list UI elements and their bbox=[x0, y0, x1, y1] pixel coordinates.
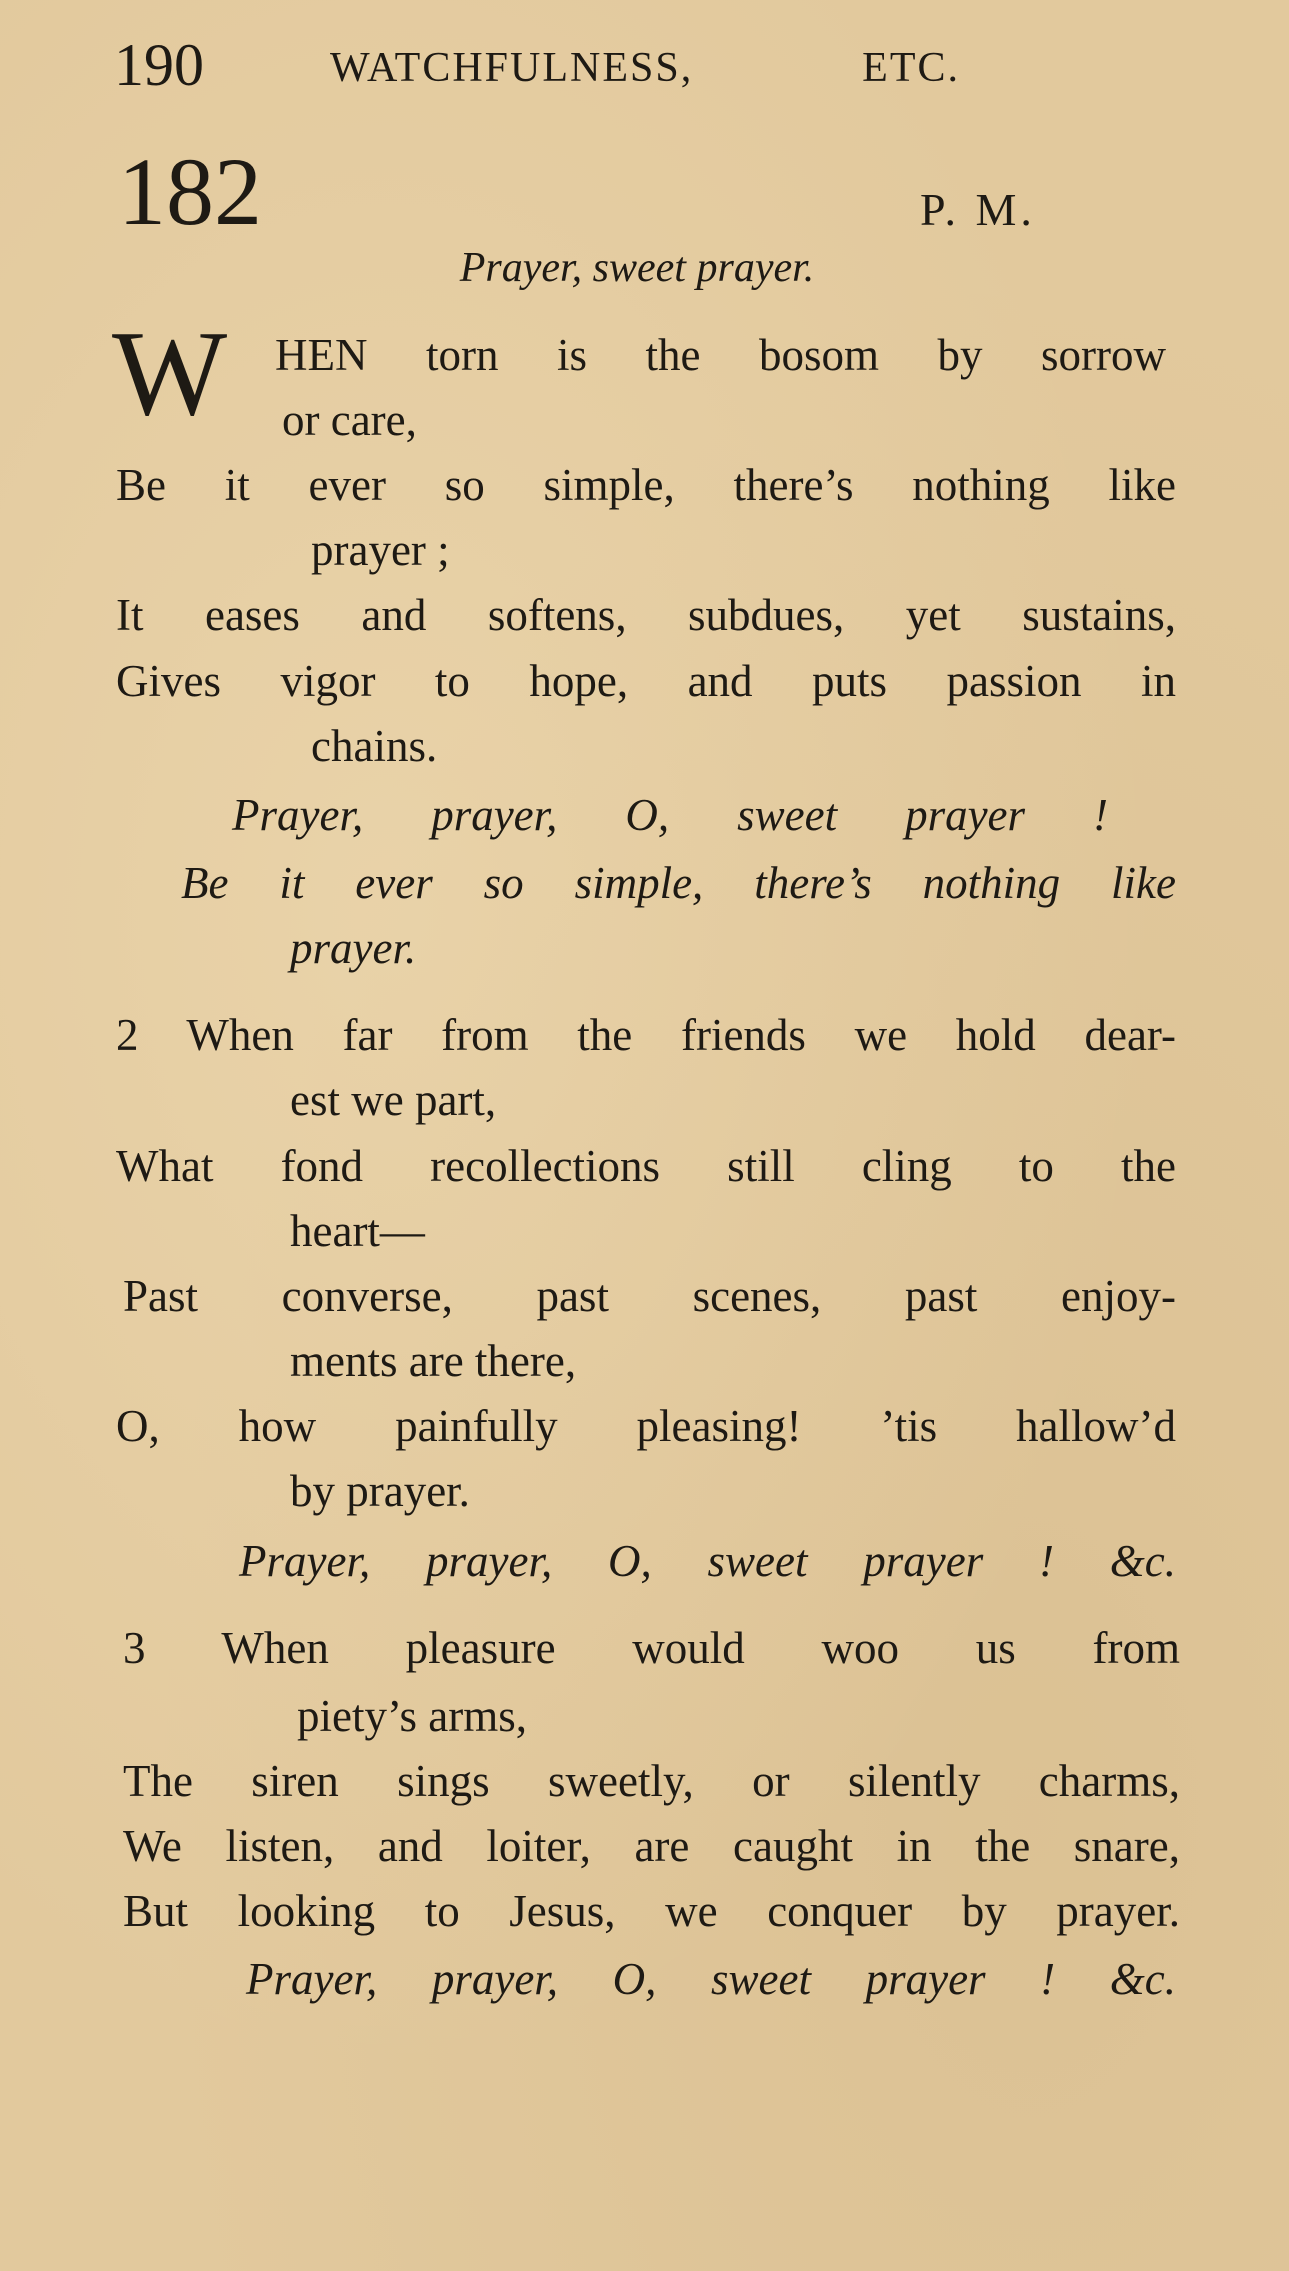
verse-line: What fond recollections still cling to the bbox=[116, 1141, 1176, 1191]
verse-line: We listen, and loiter, are caught in the snare, bbox=[123, 1821, 1180, 1871]
hymn-title: Prayer, sweet prayer. bbox=[459, 245, 815, 291]
hymn-number: 182 bbox=[118, 138, 262, 245]
chorus-line: Prayer, prayer, O, sweet prayer ! &c. bbox=[239, 1536, 1176, 1586]
verse-line: est we part, bbox=[290, 1075, 497, 1125]
verse-line: 3 When pleasure would woo us from bbox=[123, 1623, 1180, 1673]
verse-line: But looking to Jesus, we conquer by prayer. bbox=[123, 1886, 1180, 1936]
verse-line: Be it ever so simple, there’s nothing like bbox=[116, 460, 1176, 510]
verse-line: ments are there, bbox=[290, 1336, 577, 1386]
verse-line: The siren sings sweetly, or silently charms, bbox=[123, 1756, 1180, 1806]
verse-line: HEN torn is the bosom by sorrow bbox=[275, 330, 1166, 380]
verse-line: by prayer. bbox=[290, 1466, 470, 1516]
verse-line: Gives vigor to hope, and puts passion in bbox=[116, 656, 1176, 706]
chorus-line: prayer. bbox=[290, 923, 417, 973]
chorus-line: Prayer, prayer, O, sweet prayer ! &c. bbox=[246, 1954, 1176, 2004]
verse-line: 2 When far from the friends we hold dear- bbox=[116, 1010, 1176, 1060]
chorus-line: Be it ever so simple, there’s nothing like bbox=[181, 858, 1176, 908]
chorus-line: Prayer, prayer, O, sweet prayer ! bbox=[232, 790, 1108, 840]
verse-line: heart— bbox=[290, 1206, 425, 1256]
hymn-meter: P. M. bbox=[920, 184, 1036, 235]
verse-line: piety’s arms, bbox=[297, 1691, 527, 1741]
verse-line: Past converse, past scenes, past enjoy- bbox=[123, 1271, 1176, 1321]
running-head: WATCHFULNESS, ETC. bbox=[330, 45, 960, 91]
verse-line: prayer ; bbox=[311, 525, 450, 575]
verse-line: or care, bbox=[282, 395, 417, 445]
page-number: 190 bbox=[114, 32, 204, 98]
drop-cap: W bbox=[112, 306, 226, 441]
verse-line: It eases and softens, subdues, yet sustains, bbox=[116, 590, 1176, 640]
verse-line: O, how painfully pleasing! ’tis hallow’d bbox=[116, 1401, 1176, 1451]
verse-line: chains. bbox=[311, 721, 438, 771]
